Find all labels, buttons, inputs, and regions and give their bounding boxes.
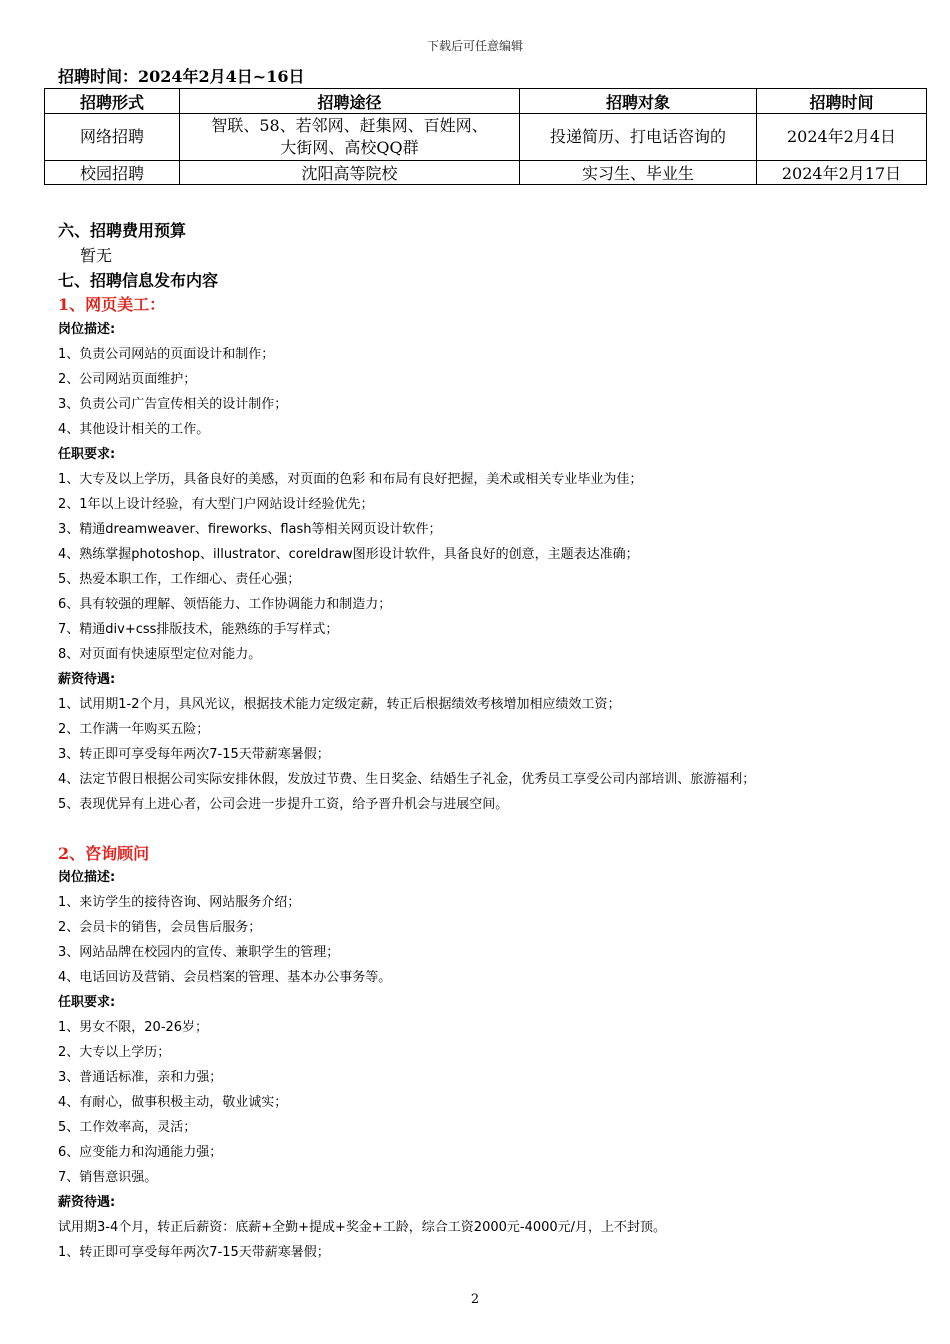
list-item: 1、男女不限，20-26岁； (58, 1020, 209, 1035)
job1-desc-title: 岗位描述: (58, 322, 116, 337)
list-item: 5、热爱本职工作，工作细心、责任心强； (58, 572, 301, 587)
job2-desc-title: 岗位描述: (58, 870, 116, 885)
table-header-cell: 招聘对象 (520, 89, 757, 114)
list-item: 3、转正即可享受每年两次7-15天带薪寒暑假； (58, 747, 330, 762)
table-cell: 智联、58、若邻网、赶集网、百姓网、大街网、高校QQ群 (180, 114, 520, 161)
table-cell: 实习生、毕业生 (520, 161, 757, 185)
list-item: 5、表现优异有上进心者，公司会进一步提升工资，给予晋升机会与进展空间。 (58, 797, 509, 812)
table-cell: 投递简历、打电话咨询的 (520, 114, 757, 161)
table-cell: 2024年2月17日 (757, 161, 927, 185)
job2-title: 2、咨询顾问 (58, 844, 150, 863)
section6-title: 六、招聘费用预算 (58, 221, 187, 240)
table-row (45, 161, 927, 185)
table-cell: 校园招聘 (45, 161, 180, 185)
list-item: 1、负责公司网站的页面设计和制作； (58, 347, 275, 362)
list-item: 3、精通dreamweaver、fireworks、flash等相关网页设计软件； (58, 522, 442, 537)
list-item: 4、法定节假日根据公司实际安排休假，发放过节费、生日奖金、结婚生子礼金，优秀员工享受公司内部培训、旅游福利； (58, 772, 756, 787)
list-item: 3、负责公司广告宣传相关的设计制作； (58, 397, 288, 412)
table-row (45, 114, 927, 161)
job1-pay-title: 薪资待遇: (58, 672, 116, 687)
job2-req-title: 任职要求: (58, 995, 116, 1010)
list-item: 1、转正即可享受每年两次7-15天带薪寒暑假； (58, 1245, 330, 1260)
list-item: 6、应变能力和沟通能力强； (58, 1145, 223, 1160)
list-item: 3、普通话标准，亲和力强； (58, 1070, 223, 1085)
list-item: 2、会员卡的销售，会员售后服务； (58, 920, 262, 935)
table-cell: 沈阳高等院校 (180, 161, 520, 185)
table-cell: 2024年2月4日 (757, 114, 927, 161)
table-cell: 网络招聘 (45, 114, 180, 161)
list-item: 1、来访学生的接待咨询、网站服务介绍； (58, 895, 301, 910)
list-item: 2、工作满一年购买五险； (58, 722, 210, 737)
list-item: 3、网站品牌在校园内的宣传、兼职学生的管理； (58, 945, 340, 960)
list-item: 2、大专以上学历； (58, 1045, 171, 1060)
recruit-time-title: 招聘时间：2024年2月4日~16日 (58, 67, 305, 86)
job1-req-title: 任职要求: (58, 447, 116, 462)
table-header-cell: 招聘时间 (757, 89, 927, 114)
list-item: 2、1年以上设计经验，有大型门户网站设计经验优先； (58, 497, 374, 512)
list-item: 2、公司网站页面维护； (58, 372, 197, 387)
list-item: 1、大专及以上学历，具备良好的美感，对页面的色彩 和布局有良好把握，美术或相关专业毕业为佳； (58, 472, 643, 487)
list-item: 4、熟练掌握photoshop、illustrator、coreldraw图形设计软件，具备良好的创意，主题表达准确； (58, 547, 639, 562)
page-header: 下载后可任意编辑 (426, 39, 523, 53)
list-item: 6、具有较强的理解、领悟能力、工作协调能力和制造力； (58, 597, 392, 612)
list-item: 4、有耐心，做事积极主动，敬业诚实； (58, 1095, 288, 1110)
list-item: 4、电话回访及营销、会员档案的管理、基本办公事务等。 (58, 970, 392, 985)
page-number: 2 (470, 1292, 480, 1307)
job2-pay-title: 薪资待遇: (58, 1195, 116, 1210)
list-item: 7、销售意识强。 (58, 1170, 158, 1185)
list-item: 试用期3-4个月，转正后薪资：底薪+全勤+提成+奖金+工龄，综合工资2000元-4000元/月，上不封顶。 (58, 1220, 667, 1235)
recruit-table (44, 88, 927, 185)
list-item: 7、精通div+css排版技术，能熟练的手写样式； (58, 622, 339, 637)
list-item: 1、试用期1-2个月，具风光议，根据技术能力定级定薪，转正后根据绩效考核增加相应绩效工资； (58, 697, 621, 712)
table-header-cell: 招聘形式 (45, 89, 180, 114)
list-item: 8、对页面有快速原型定位对能力。 (58, 647, 262, 662)
job1-title: 1、网页美工： (58, 295, 166, 314)
section7-title: 七、招聘信息发布内容 (58, 271, 219, 290)
section6-content: 暂无 (80, 246, 113, 265)
table-header-cell: 招聘途径 (180, 89, 520, 114)
list-item: 4、其他设计相关的工作。 (58, 422, 210, 437)
list-item: 5、工作效率高，灵活； (58, 1120, 197, 1135)
table-header-row (45, 89, 927, 114)
